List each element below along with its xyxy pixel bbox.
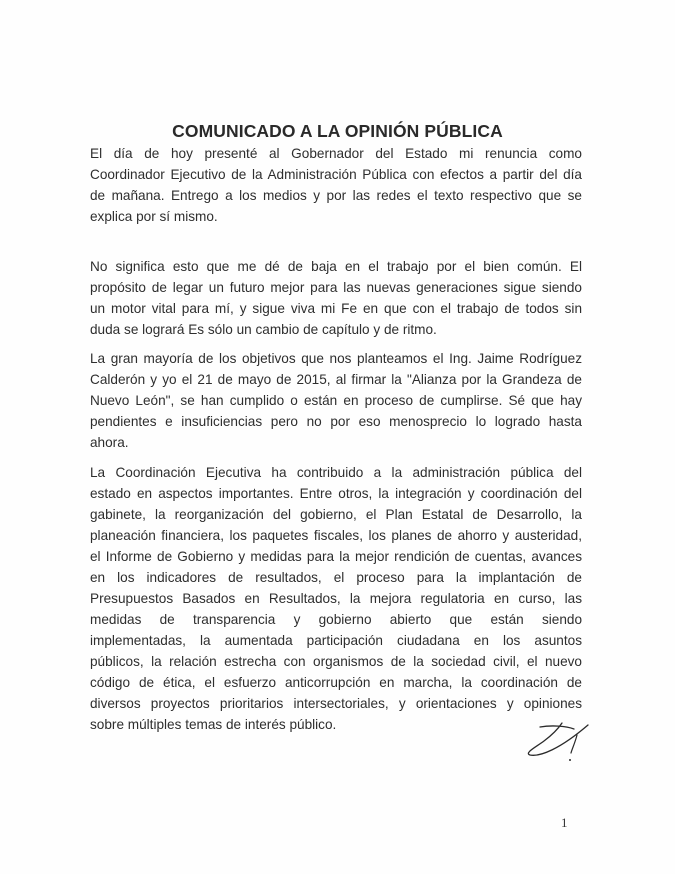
- text-line: duda se logrará Es sólo un cambio de capítulo y de ritmo.: [90, 322, 437, 337]
- text-line: pendientes e insuficiencias pero no por eso menosprecio lo logrado hasta: [90, 414, 582, 429]
- text-line: La Coordinación Ejecutiva ha contribuido a la administración pública del: [90, 465, 582, 480]
- paragraph-4: [90, 462, 582, 735]
- text-line: La gran mayoría de los objetivos que nos planteamos el Ing. Jaime Rodríguez: [90, 351, 582, 366]
- text-line: el Informe de Gobierno y medidas para la mejor rendición de cuentas, avances: [90, 549, 582, 564]
- text-line: sobre múltiples temas de interés público.: [90, 717, 337, 732]
- text-line: medidas de transparencia y gobierno abierto que están siendo: [90, 612, 582, 627]
- text-line: Presupuestos Basados en Resultados, la mejora regulatoria en curso, las: [90, 591, 582, 606]
- text-line: implementadas, la aumentada participación ciudadana en los asuntos: [90, 633, 582, 648]
- text-line: planeación financiera, los paquetes fiscales, los planes de ahorro y austeridad,: [90, 528, 582, 543]
- text-line: Nuevo León", se han cumplido o están en proceso de cumplirse. Sé que hay: [90, 393, 582, 408]
- document-title: COMUNICADO A LA OPINIÓN PÚBLICA: [172, 121, 503, 141]
- page-number: 1: [561, 815, 568, 830]
- text-line: Coordinador Ejecutivo de la Administración Pública con efectos a partir del día: [90, 167, 582, 182]
- text-line: No significa esto que me dé de baja en el trabajo por el bien común. El: [90, 259, 582, 274]
- text-line: de mañana. Entrego a los medios y por las redes el texto respectivo que se: [90, 188, 582, 203]
- text-line: propósito de legar un futuro mejor para las nuevas generaciones sigue siendo: [90, 280, 582, 295]
- text-line: un motor vital para mí, y sigue viva mi Fe en que con el trabajo de todos sin: [90, 301, 582, 316]
- text-line: estado en aspectos importantes. Entre otros, la integración y coordinación del: [90, 486, 582, 501]
- signature-icon: [522, 715, 592, 765]
- text-line: código de ética, el esfuerzo anticorrupción en marcha, la coordinación de: [90, 675, 582, 690]
- paragraph-3: [90, 348, 582, 453]
- paragraph-2: [90, 256, 582, 340]
- text-line: Calderón y yo el 21 de mayo de 2015, al firmar la "Alianza por la Grandeza de: [90, 372, 582, 387]
- text-line: explica por sí mismo.: [90, 209, 218, 224]
- text-line: El día de hoy presenté al Gobernador del Estado mi renuncia como: [90, 146, 582, 161]
- text-line: gabinete, la reorganización del gobierno, el Plan Estatal de Desarrollo, la: [90, 507, 582, 522]
- text-line: en los indicadores de resultados, el proceso para la implantación de: [90, 570, 582, 585]
- text-line: públicos, la relación estrecha con organismos de la sociedad civil, el nuevo: [90, 654, 582, 669]
- text-line: ahora.: [90, 435, 129, 450]
- text-line: diversos proyectos prioritarios intersectoriales, y orientaciones y opiniones: [90, 696, 582, 711]
- paragraph-1: [90, 143, 582, 227]
